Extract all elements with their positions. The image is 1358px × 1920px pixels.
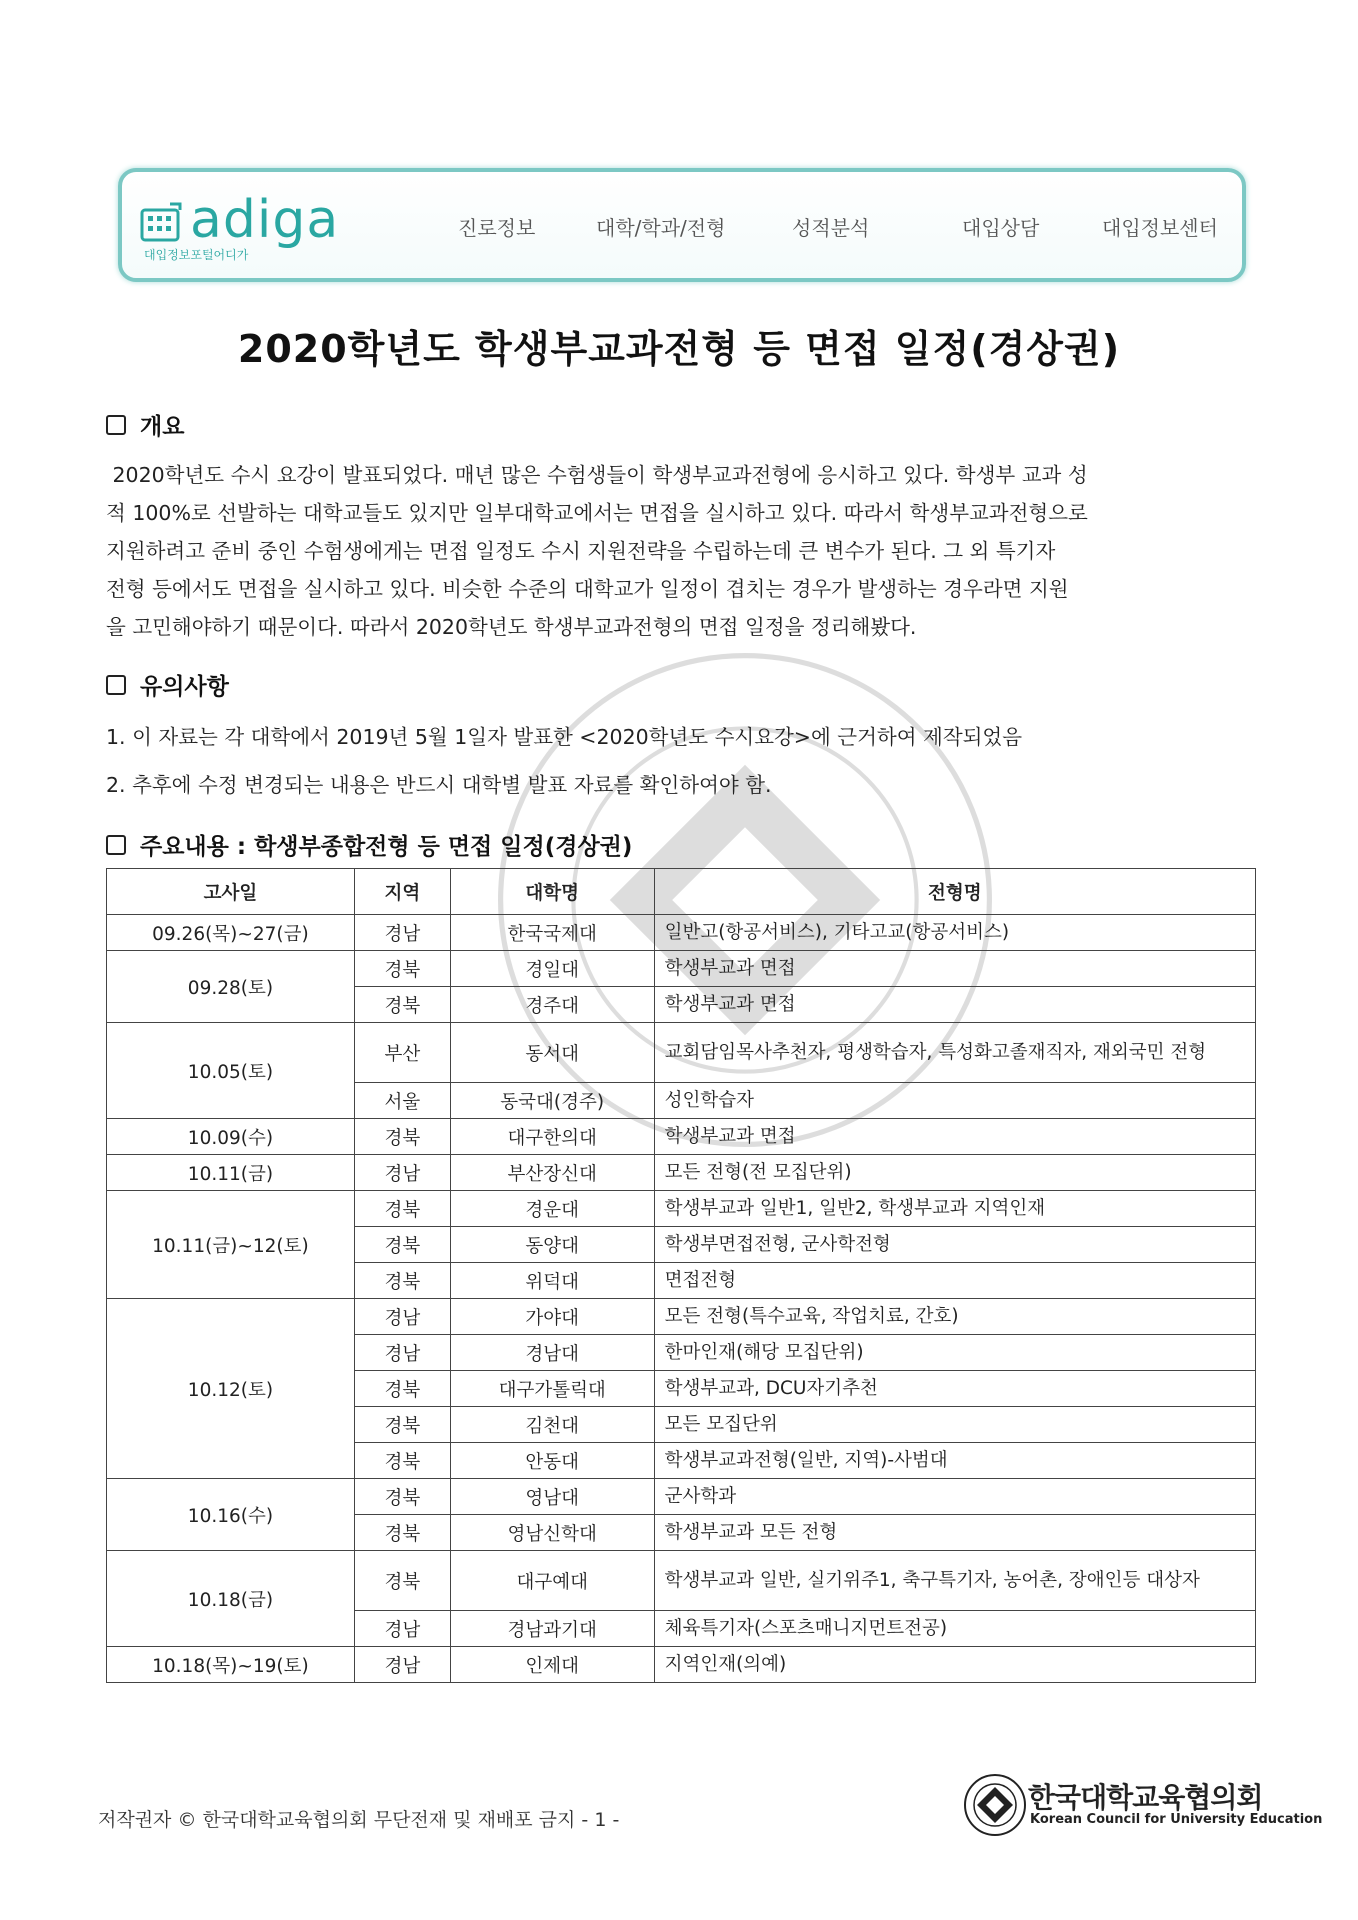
org-name-english: Korean Council for University Education <box>1030 1812 1323 1827</box>
cell-date: 10.09(수) <box>107 1119 355 1155</box>
table-body <box>107 915 1256 1683</box>
cell-admission-type: 면접전형 <box>654 1263 1255 1299</box>
overview-line: 2020학년도 수시 요강이 발표되었다. 매년 많은 수험생들이 학생부교과전형에 응시하고 있다. 학생부 교과 성 <box>106 463 1088 487</box>
cell-date: 10.05(토) <box>107 1023 355 1119</box>
overview-line: 을 고민해야하기 때문이다. 따라서 2020학년도 학생부교과전형의 면접 일정을 정리해봤다. <box>106 615 917 639</box>
note-item-1: 1. 이 자료는 각 대학에서 2019년 5월 1일자 발표한 <2020학년도 수시요강>에 근거하여 제작되었음 <box>106 725 1023 749</box>
cell-university: 위덕대 <box>450 1263 654 1299</box>
cell-admission-type: 모든 전형(특수교육, 작업치료, 간호) <box>654 1299 1255 1335</box>
nav-grade-analysis[interactable]: 성적분석 <box>792 216 870 240</box>
table-row <box>107 1299 1256 1335</box>
cell-region: 경남 <box>354 1299 450 1335</box>
cell-university: 안동대 <box>450 1443 654 1479</box>
cell-region: 경북 <box>354 1479 450 1515</box>
section-label: 개요 <box>140 414 185 440</box>
cell-admission-type: 모든 모집단위 <box>654 1407 1255 1443</box>
cell-region: 경북 <box>354 1407 450 1443</box>
header-date: 고사일 <box>107 869 355 915</box>
overview-line: 전형 등에서도 면접을 실시하고 있다. 비슷한 수준의 대학교가 일정이 겹치는 경우가 발생하는 경우라면 지원 <box>106 577 1069 601</box>
header-admission-type: 전형명 <box>654 869 1255 915</box>
cell-admission-type: 모든 전형(전 모집단위) <box>654 1155 1255 1191</box>
table-row <box>107 915 1256 951</box>
cell-admission-type: 한마인재(해당 모집단위) <box>654 1335 1255 1371</box>
cell-admission-type: 체육특기자(스포츠매니지먼트전공) <box>654 1611 1255 1647</box>
cell-date: 09.28(토) <box>107 951 355 1023</box>
cell-university: 경남대 <box>450 1335 654 1371</box>
page-title: 2020학년도 학생부교과전형 등 면접 일정(경상권) <box>237 327 1121 371</box>
cell-admission-type: 학생부교과 모든 전형 <box>654 1515 1255 1551</box>
cell-admission-type: 지역인재(의예) <box>654 1647 1255 1683</box>
cell-university: 동서대 <box>450 1023 654 1083</box>
cell-date: 10.11(금)~12(토) <box>107 1191 355 1299</box>
building-icon <box>140 202 184 242</box>
nav-university-major[interactable]: 대학/학과/전형 <box>596 216 726 240</box>
cell-admission-type: 교회담임목사추천자, 평생학습자, 특성화고졸재직자, 재외국민 전형 <box>654 1023 1255 1083</box>
cell-region: 부산 <box>354 1023 450 1083</box>
table-row <box>107 1155 1256 1191</box>
logo-subtext: 대입정보포털어디가 <box>144 248 249 262</box>
cell-university: 대구한의대 <box>450 1119 654 1155</box>
cell-university: 경운대 <box>450 1191 654 1227</box>
note-item-2: 2. 추후에 수정 변경되는 내용은 반드시 대학별 발표 자료를 확인하여야 함. <box>106 773 772 797</box>
section-label: 주요내용 : 학생부종합전형 등 면접 일정(경상권) <box>140 834 633 860</box>
org-name-korean: 한국대학교육협의회 <box>1028 1781 1263 1814</box>
cell-university: 경주대 <box>450 987 654 1023</box>
table-row <box>107 1551 1256 1611</box>
table-row <box>107 951 1256 987</box>
section-overview-heading <box>106 408 184 441</box>
cell-university: 경일대 <box>450 951 654 987</box>
checkbox-icon <box>106 415 126 435</box>
cell-university: 인제대 <box>450 1647 654 1683</box>
cell-region: 경북 <box>354 1443 450 1479</box>
cell-date: 10.18(목)~19(토) <box>107 1647 355 1683</box>
cell-date: 10.16(수) <box>107 1479 355 1551</box>
cell-region: 경남 <box>354 1611 450 1647</box>
logo-word: adiga <box>190 190 340 250</box>
cell-admission-type: 성인학습자 <box>654 1083 1255 1119</box>
header-university: 대학명 <box>450 869 654 915</box>
cell-region: 경북 <box>354 987 450 1023</box>
cell-university: 가야대 <box>450 1299 654 1335</box>
overview-line: 적 100%로 선발하는 대학교들도 있지만 일부대학교에서는 면접을 실시하고 있다. 따라서 학생부교과전형으로 <box>106 501 1088 525</box>
table-row <box>107 1647 1256 1683</box>
cell-university: 대구예대 <box>450 1551 654 1611</box>
cell-admission-type: 학생부교과 일반, 실기위주1, 축구특기자, 농어촌, 장애인등 대상자 <box>654 1551 1255 1611</box>
cell-region: 경남 <box>354 1647 450 1683</box>
cell-date: 10.12(토) <box>107 1299 355 1479</box>
copyright-footer: 저작권자 © 한국대학교육협의회 무단전재 및 재배포 금지 - 1 - <box>98 1809 620 1831</box>
cell-university: 한국국제대 <box>450 915 654 951</box>
cell-region: 경북 <box>354 1227 450 1263</box>
section-label: 유의사항 <box>140 674 229 700</box>
cell-university: 동국대(경주) <box>450 1083 654 1119</box>
table-row <box>107 1191 1256 1227</box>
table-row <box>107 1479 1256 1515</box>
cell-date: 10.11(금) <box>107 1155 355 1191</box>
cell-university: 영남대 <box>450 1479 654 1515</box>
checkbox-icon <box>106 835 126 855</box>
table-header-row <box>107 869 1256 915</box>
cell-admission-type: 학생부교과전형(일반, 지역)-사범대 <box>654 1443 1255 1479</box>
nav-admission-counsel[interactable]: 대입상담 <box>962 216 1040 240</box>
cell-region: 경북 <box>354 1551 450 1611</box>
cell-university: 영남신학대 <box>450 1515 654 1551</box>
cell-university: 대구가톨릭대 <box>450 1371 654 1407</box>
cell-admission-type: 학생부교과, DCU자기추천 <box>654 1371 1255 1407</box>
cell-university: 동양대 <box>450 1227 654 1263</box>
cell-region: 경북 <box>354 1263 450 1299</box>
cell-region: 경남 <box>354 915 450 951</box>
cell-admission-type: 학생부교과 면접 <box>654 987 1255 1023</box>
cell-date: 09.26(목)~27(금) <box>107 915 355 951</box>
cell-region: 서울 <box>354 1083 450 1119</box>
table-row <box>107 1119 1256 1155</box>
cell-admission-type: 학생부교과 면접 <box>654 951 1255 987</box>
overview-paragraph <box>106 456 1256 646</box>
cell-region: 경북 <box>354 1191 450 1227</box>
cell-date: 10.18(금) <box>107 1551 355 1647</box>
cell-region: 경북 <box>354 1515 450 1551</box>
cell-region: 경남 <box>354 1155 450 1191</box>
cell-region: 경남 <box>354 1335 450 1371</box>
org-logo <box>962 1772 1323 1842</box>
cell-region: 경북 <box>354 1119 450 1155</box>
cell-university: 경남과기대 <box>450 1611 654 1647</box>
cell-university: 부산장신대 <box>450 1155 654 1191</box>
cell-admission-type: 학생부교과 일반1, 일반2, 학생부교과 지역인재 <box>654 1191 1255 1227</box>
cell-admission-type: 학생부면접전형, 군사학전형 <box>654 1227 1255 1263</box>
cell-region: 경북 <box>354 1371 450 1407</box>
table-row <box>107 1023 1256 1083</box>
cell-admission-type: 일반고(항공서비스), 기타고교(항공서비스) <box>654 915 1255 951</box>
checkbox-icon <box>106 675 126 695</box>
section-main-heading <box>106 828 632 861</box>
section-notes-heading <box>106 668 229 701</box>
cell-university: 김천대 <box>450 1407 654 1443</box>
interview-schedule-table <box>106 868 1256 1683</box>
adiga-logo[interactable] <box>140 190 370 266</box>
nav-career-info[interactable]: 진로정보 <box>458 216 536 240</box>
nav-admission-center[interactable]: 대입정보센터 <box>1102 216 1218 240</box>
cell-admission-type: 군사학과 <box>654 1479 1255 1515</box>
header-region: 지역 <box>354 869 450 915</box>
cell-region: 경북 <box>354 951 450 987</box>
overview-line: 지원하려고 준비 중인 수험생에게는 면접 일정도 수시 지원전략을 수립하는데 큰 변수가 된다. 그 외 특기자 <box>106 539 1056 563</box>
header-banner <box>118 168 1246 282</box>
cell-admission-type: 학생부교과 면접 <box>654 1119 1255 1155</box>
kcue-seal-icon <box>962 1772 1028 1838</box>
